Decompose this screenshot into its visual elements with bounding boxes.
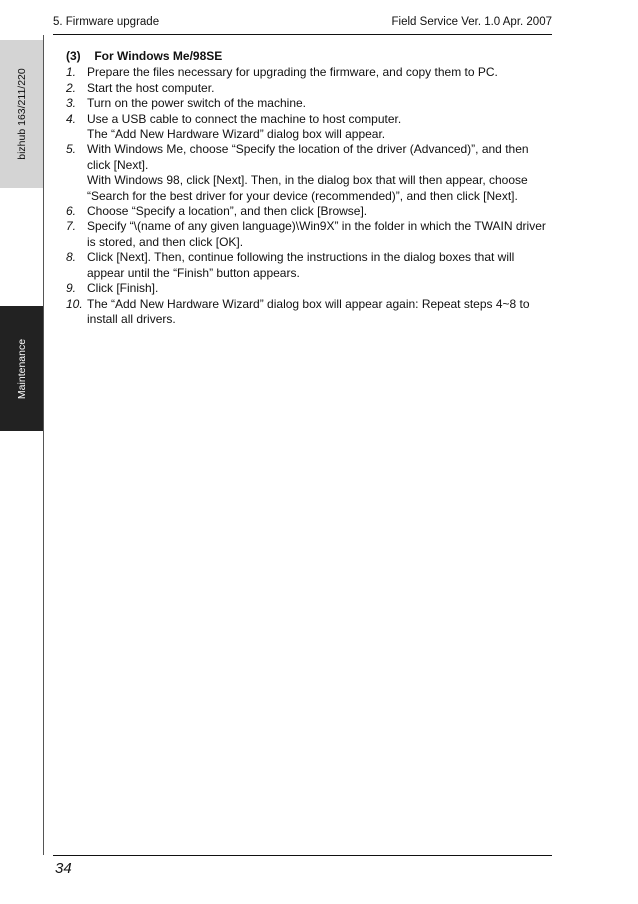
step-text: With Windows Me, choose “Specify the location of the driver (Advanced)”, and then click [Next]. <box>87 142 529 172</box>
step-number: 3. <box>66 96 77 111</box>
step-item <box>66 96 546 111</box>
step-number: 10. <box>66 296 83 311</box>
step-item <box>66 142 546 204</box>
header-rule <box>53 34 552 35</box>
step-text: Prepare the files necessary for upgrading the firmware, and copy them to PC. <box>87 65 498 80</box>
step-number: 8. <box>66 250 77 265</box>
header-section-title: 5. Firmware upgrade <box>53 16 160 28</box>
section-number: (3) <box>66 49 81 63</box>
step-number: 2. <box>66 80 77 95</box>
step-number: 5. <box>66 142 77 157</box>
header-version: Field Service Ver. 1.0 Apr. 2007 <box>391 16 552 28</box>
step-text: With Windows 98, click [Next]. Then, in the dialog box that will then appear, choose “Search for the best driver for your device (recommended)”, and then click [Next]. <box>87 173 528 203</box>
step-text: Use a USB cable to connect the machine to host computer. <box>87 111 402 126</box>
margin-rule <box>43 35 44 855</box>
step-item <box>66 112 546 143</box>
step-text: Turn on the power switch of the machine. <box>87 96 306 111</box>
step-text: Click [Next]. Then, continue following the instructions in the dialog boxes that will appear until the “Finish” button appears. <box>87 250 515 280</box>
model-side-tab <box>0 40 43 188</box>
step-text: Start the host computer. <box>87 80 215 95</box>
step-item <box>66 81 546 96</box>
step-item <box>66 219 546 250</box>
step-text: Choose “Specify a location”, and then click [Browse]. <box>87 204 368 219</box>
steps-list <box>66 65 546 327</box>
step-number: 7. <box>66 219 77 234</box>
section-heading <box>66 49 546 64</box>
page-content <box>66 49 546 327</box>
chapter-side-tab <box>0 306 43 431</box>
step-text: The “Add New Hardware Wizard” dialog box will appear. <box>87 127 386 142</box>
step-item <box>66 281 546 296</box>
chapter-tab-label: Maintenance <box>15 338 28 399</box>
step-number: 1. <box>66 65 77 80</box>
page-number: 34 <box>55 860 72 877</box>
step-item <box>66 297 546 328</box>
step-number: 6. <box>66 204 77 219</box>
step-item <box>66 250 546 281</box>
step-number: 9. <box>66 281 77 296</box>
step-item <box>66 65 546 80</box>
step-item <box>66 204 546 219</box>
step-text: The “Add New Hardware Wizard” dialog box will appear again: Repeat steps 4~8 to install all drivers. <box>87 296 530 326</box>
page-header <box>53 16 552 34</box>
step-text: Click [Finish]. <box>87 281 159 296</box>
step-text: Specify “\(name of any given language)\Win9X” in the folder in which the TWAIN driver is stored, and then click [OK]. <box>87 219 546 249</box>
model-tab-label: bizhub 163/211/220 <box>15 68 28 160</box>
section-title: For Windows Me/98SE <box>94 49 223 63</box>
footer-rule <box>53 855 552 856</box>
step-number: 4. <box>66 111 77 126</box>
